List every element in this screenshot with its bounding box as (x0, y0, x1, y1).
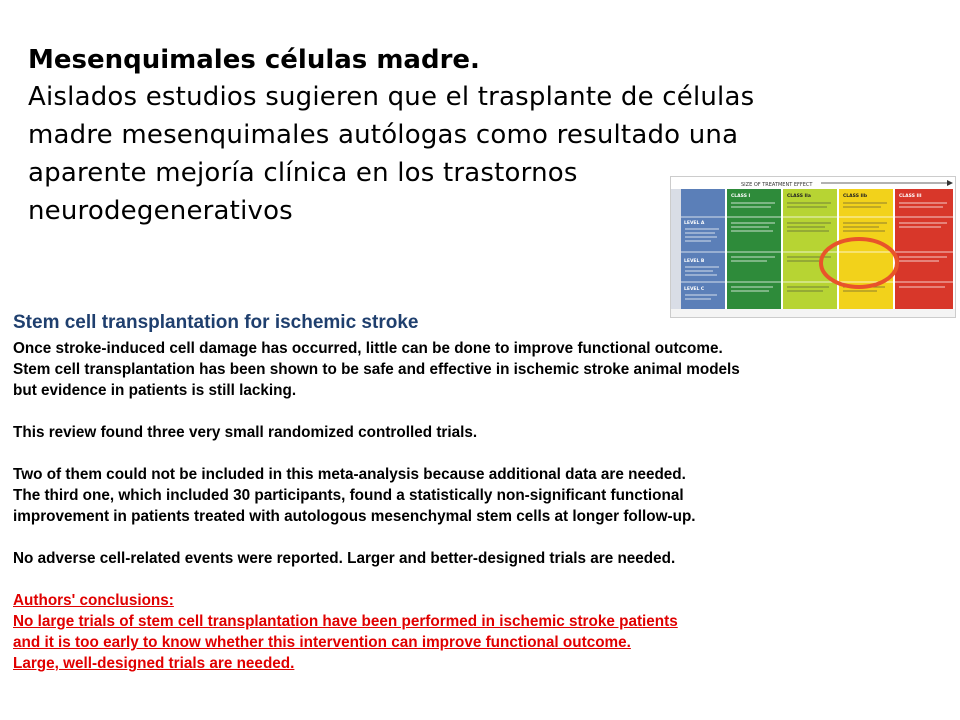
heading-line: aparente mejoría clínica en los trastornos (28, 158, 578, 188)
column-label: CLASS I (731, 194, 751, 199)
review-safety: No adverse cell-related events were reported. Larger and better-designed trials are needed. (13, 550, 676, 567)
review-detail-line: improvement in patients treated with autologous mesenchymal stem cells at longer follow-up. (13, 508, 696, 525)
conclusions-heading: Authors' conclusions: (13, 592, 174, 609)
column-label: CLASS IIb (843, 194, 868, 199)
review-line: Once stroke-induced cell damage has occurred, little can be done to improve functional outcome. (13, 340, 723, 357)
review-detail-line: The third one, which included 30 participants, found a statistically non-significant functional (13, 487, 684, 504)
review-line: Stem cell transplantation has been shown to be safe and effective in ischemic stroke animal models (13, 361, 740, 378)
review-line: but evidence in patients is still lacking. (13, 382, 297, 399)
review-finding: This review found three very small randomized controlled trials. (13, 424, 478, 441)
conclusions-line: Large, well-designed trials are needed. (13, 655, 295, 672)
column-label: CLASS IIa (787, 194, 811, 199)
slide-title: Mesenquimales células madre. (28, 45, 480, 75)
row-label: LEVEL B (684, 259, 705, 264)
row-label: LEVEL C (684, 287, 705, 292)
review-detail-line: Two of them could not be included in this meta-analysis because additional data are needed. (13, 466, 686, 483)
treatment-effect-table-image (670, 176, 956, 318)
review-summary (13, 310, 913, 674)
conclusions-line: and it is too early to know whether this intervention can improve functional outcome. (13, 634, 631, 651)
column-label: CLASS III (899, 194, 922, 199)
evidence-class-matrix (671, 177, 955, 317)
heading-line: Aislados estudios sugieren que el trasplante de células (28, 82, 755, 112)
matrix-header-label: SIZE OF TREATMENT EFFECT (741, 182, 813, 188)
conclusions-line: No large trials of stem cell transplantation have been performed in ischemic stroke patients (13, 613, 678, 630)
heading-line: madre mesenquimales autólogas como resultado una (28, 120, 739, 150)
row-label: LEVEL A (684, 221, 705, 226)
review-title: Stem cell transplantation for ischemic stroke (13, 312, 419, 333)
matrix-side-band (671, 189, 681, 309)
heading-line: neurodegenerativos (28, 196, 293, 226)
